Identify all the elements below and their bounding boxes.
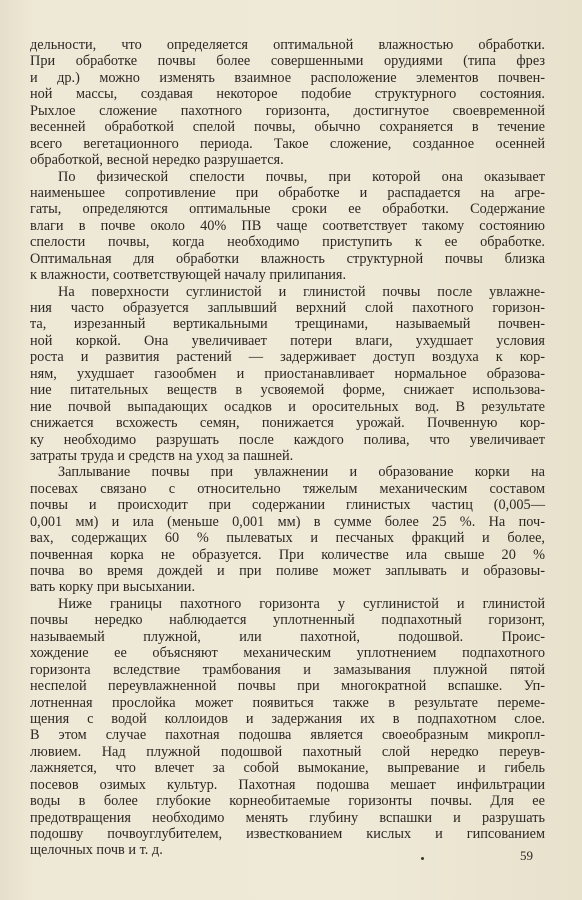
text-line: и др.) можно изменять взаимное расположение элементов почвен-	[30, 69, 545, 86]
page-number: 59	[520, 848, 533, 863]
body-text	[30, 37, 545, 859]
text-line: ням, ухудшает газообмен и приостанавливает нормальное образова-	[30, 365, 545, 382]
paragraph	[30, 169, 545, 284]
text-line: снижается всхожесть семян, понижается урожай. Почвенную кор-	[30, 415, 545, 432]
paragraph	[30, 284, 545, 465]
text-line: На поверхности суглинистой и глинистой почвы после увлажне-	[58, 283, 545, 300]
text-line: к влажности, соответствующей началу прилипания.	[30, 267, 347, 284]
text-line: та, изрезанный вертикальными трещинами, называемый почвен-	[30, 316, 545, 333]
text-line: неспелой переувлажненной почвы при многократной вспашке. Уп-	[30, 678, 545, 695]
text-line: посевах связано с относительно тяжелым механическим составом	[30, 480, 545, 497]
paragraph	[30, 464, 545, 596]
text-line: лювием. Над плужной подошвой пахотный слой нередко переув-	[30, 743, 545, 760]
text-line: подошву почвоуглубителем, известкованием кислых и гипсованием	[30, 826, 545, 842]
text-line: ной массы, создавая некоторое подобие структурного состояния.	[30, 86, 545, 103]
text-line: роста и развития растений — задерживает доступ воздуха к кор-	[30, 349, 545, 366]
text-line: почва во время дождей и при поливе может заплывать и образовы-	[30, 563, 545, 579]
text-line: лотненная прослойка может появиться также в результате переме-	[30, 694, 545, 711]
text-line: гаты, определяются оптимальные сроки ее обработки. Содержание	[30, 201, 545, 218]
paragraph	[30, 37, 545, 169]
text-line: хождение ее объясняют механическим уплотнением подпахотного	[30, 645, 545, 662]
text-line: посевов озимых культур. Пахотная подошва мешает инфильтрации	[30, 776, 545, 793]
text-line: почвы нередко наблюдается уплотненный подпахотный горизонт,	[30, 612, 545, 629]
text-line: ния часто образуется заплывший верхний слой пахотного горизон-	[30, 300, 545, 316]
text-line: щения с водой коллоидов и задержания их в подпахотном слое.	[30, 710, 545, 727]
text-line: всего вегетационного периода. Такое сложение, созданное осенней	[30, 135, 545, 152]
text-line: называемый плужной, или пахотной, подошвой. Проис-	[30, 628, 545, 645]
text-line: вать корку при высыхании.	[30, 579, 196, 596]
text-line: спелости почвы, когда необходимо приступить к ее обработке.	[30, 234, 545, 251]
text-line: ной коркой. Она увеличивает потери влаги, ухудшает условия	[30, 332, 545, 349]
paragraph	[30, 596, 545, 859]
text-line: весенней обработкой спелой почвы, обычно сохраняется в течение	[30, 119, 545, 136]
text-line: лажняется, что влечет за собой вымокание, выпревание и гибель	[30, 760, 545, 777]
text-line: обработкой, весной нередко разрушается.	[30, 152, 284, 169]
text-line: Оптимальная для обработки влажность структурной почвы близка	[30, 250, 545, 267]
text-line: горизонта вследствие трамбования и замазывания плужной пятой	[30, 661, 545, 678]
text-line: Заплывание почвы при увлажнении и образование корки на	[58, 464, 545, 481]
text-line: ние питательных веществ в усвояемой форме, снижает использова-	[30, 382, 545, 399]
text-line: Рыхлое сложение пахотного горизонта, достигнутое своевременной	[30, 102, 545, 119]
text-line: дельности, что определяется оптимальной влажностью обработки.	[30, 37, 545, 53]
text-line: воды в более глубокие корнеобитаемые горизонты почвы. Для ее	[30, 793, 545, 810]
text-line: В этом случае пахотная подошва является своеобразным микропл-	[30, 727, 545, 744]
text-line: ку необходимо разрушать после каждого полива, что увеличивает	[30, 431, 545, 448]
text-line: влаги в почве около 40% ПВ чаще соответствует такому состоянию	[30, 217, 545, 234]
text-line: почвы и происходит при содержании глинистых частиц (0,005—	[30, 497, 545, 514]
text-line: наименьшее сопротивление при обработке и распадается на агре-	[30, 184, 545, 201]
text-line: затраты труда и средств на уход за пашней.	[30, 447, 294, 464]
text-line: щелочных почв и т. д.	[30, 842, 163, 859]
print-speck	[421, 857, 424, 860]
text-line: почвенная корка не образуется. При количестве ила свыше 20 %	[30, 546, 545, 563]
text-line: вах, содержащих 60 % пылеватых и песчаных фракций и более,	[30, 530, 545, 547]
text-line: При обработке почвы более совершенными орудиями (типа фрез	[30, 53, 545, 70]
text-line: Ниже границы пахотного горизонта у суглинистой и глинистой	[58, 595, 545, 612]
text-line: По физической спелости почвы, при которой она оказывает	[58, 168, 545, 185]
text-line: ние почвой выпадающих осадков и оросительных вод. В результате	[30, 398, 545, 415]
text-line: предотвращения необходимо менять глубину вспашки и разрушать	[30, 809, 545, 826]
text-line: 0,001 мм) и ила (меньше 0,001 мм) в сумме более 25 %. На поч-	[30, 513, 545, 530]
